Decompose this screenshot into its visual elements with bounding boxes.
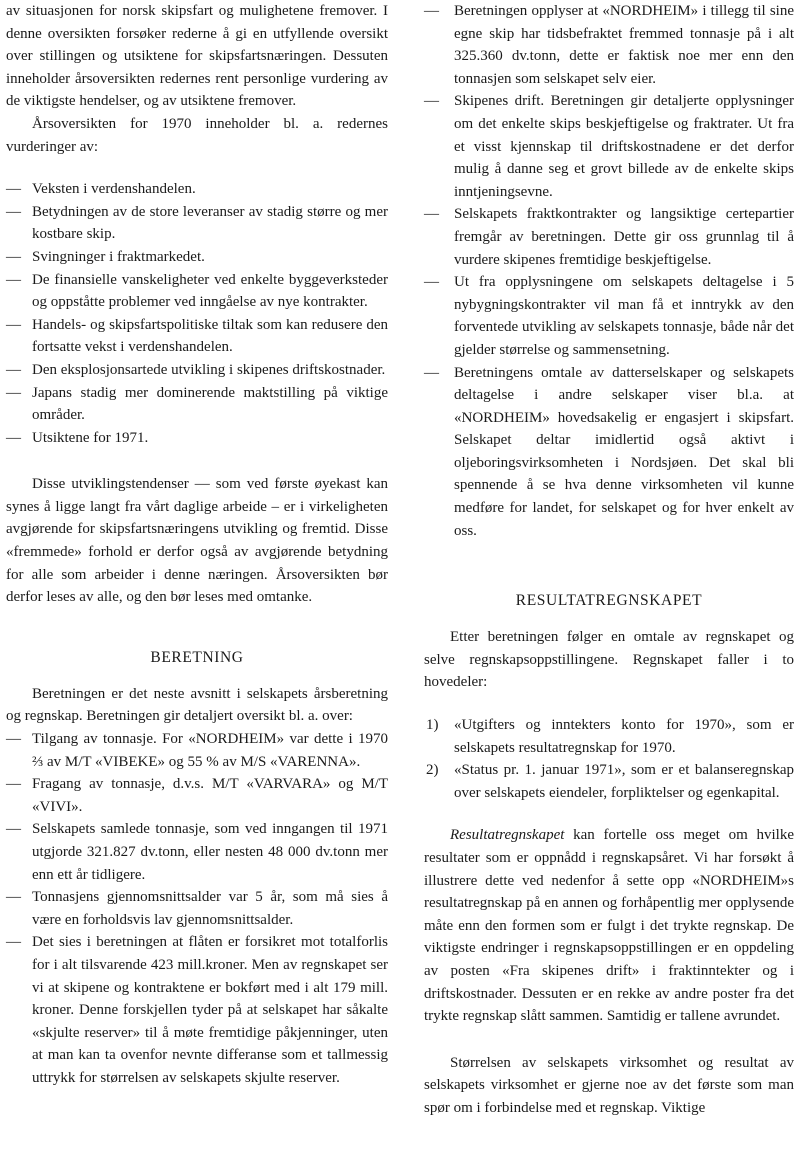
intro-paragraph: av situasjonen for norsk skipsfart og mulighetene fremover. I denne oversikten forsøker rederne å gi en utfyllende oversikt over stillingen og utsiktene for skipsfartsnæringen. Dessuten inneholder årsoversikten redernes rent personlige vurdering av de viktigste hendelser, og av utsiktene fremover. bbox=[6, 3, 388, 110]
resultat-paragraph: Etter beretningen følger en omtale av regnskapet og selve regnskapsoppstillingene. Regnskapet faller i to hovedeler: bbox=[424, 629, 794, 691]
list-item: — Fragang av tonnasje, d.v.s. M/T «VARVARA» og M/T «VIVI». bbox=[6, 773, 388, 818]
beretning-list bbox=[6, 728, 388, 1090]
list-item: — Selskapets samlede tonnasje, som ved inngangen til 1971 utgjorde 321.827 dv.tonn, eller nesten 48 000 dv.tonn mer enn ett år tidligere. bbox=[6, 818, 388, 886]
beretning-list-continued bbox=[424, 0, 794, 542]
numbered-list bbox=[424, 714, 794, 804]
list-marker: 2) bbox=[426, 762, 439, 779]
list-item: — Svingninger i fraktmarkedet. bbox=[6, 246, 388, 269]
resultat-detail-text: kan fortelle oss meget om hvilke resultater som er oppnådd i regnskapsåret. Vi har forsøkt å illustrere dette ved nedenfor å sette opp «NORDHEIM»s resultatregnskap på en annen og forhåpentlig mer opplysende måte enn den formen som er fulgt i det trykte regnskap. De viktigste endringer i regnskapsoppstillingen er en oppdeling av posten «Fra skipenes drift» i fraktinntekter og i driftskostnader. Dessuten er en rekke av andre poster fra det trykte regnskap slått sammen. Samtidig er tallene avrundet. bbox=[424, 827, 794, 1025]
emphasis-term: Resultatregnskapet bbox=[450, 827, 565, 844]
list-item: — Selskapets fraktkontrakter og langsiktige certepartier fremgår av beretningen. Dette gir oss grunnlag til å vurdere skipenes fremtidige beskjeftigelse. bbox=[424, 203, 794, 271]
resultat-detail-paragraph bbox=[424, 824, 794, 1027]
left-column bbox=[6, 0, 388, 1090]
list-item-text: «Status pr. 1. januar 1971», som er et balanseregnskap over selskapets eiendeler, forpliktelser og egenkapital. bbox=[454, 762, 794, 801]
section-heading-resultatregnskapet: RESULTATREGNSKAPET bbox=[515, 592, 703, 610]
list-item bbox=[424, 714, 794, 759]
trends-paragraph: Disse utviklingstendenser — som ved første øyekast kan synes å ligge langt fra vårt daglige arbeide – er i virkeligheten avgjørende for skipsfartsnæringens utvikling og fremtid. Disse «fremmede» forhold er derfor også av avgjørende betydning for alle som arbeider i denne næringen. Årsoversikten bør derfor leses av alle, og den bør leses med omtanke. bbox=[6, 476, 388, 606]
list-item: — Tilgang av tonnasje. For «NORDHEIM» var dette i 1970 ⅔ av M/T «VIBEKE» og 55 % av M/S «VARENNA». bbox=[6, 728, 388, 773]
list-item: — Veksten i verdenshandelen. bbox=[6, 178, 388, 201]
list-item: — Beretningen opplyser at «NORDHEIM» i tillegg til sine egne skip har tidsbefraktet fremmed tonnasje på i alt 325.360 dv.tonn, dette er faktisk noe mer enn den tonnasjen som selskapet selv eier. bbox=[424, 0, 794, 90]
list-item: — Den eksplosjonsartede utvikling i skipenes driftskostnader. bbox=[6, 359, 388, 382]
list-item: — De finansielle vanskeligheter ved enkelte byggeverksteder og oppståtte problemer ved inngåelse av nye kontrakter. bbox=[6, 269, 388, 314]
list-item: — Handels- og skipsfartspolitiske tiltak som kan redusere den fortsatte vekst i verdenshandelen. bbox=[6, 314, 388, 359]
list-item: — Tonnasjens gjennomsnittsalder var 5 år, som må sies å være en forholdsvis lav gjennomsnittsalder. bbox=[6, 886, 388, 931]
list-item: — Betydningen av de store leveranser av stadig større og mer kostbare skip. bbox=[6, 201, 388, 246]
list-item: — Japans stadig mer dominerende maktstilling på viktige områder. bbox=[6, 382, 388, 427]
intro-paragraph-2: Årsoversikten for 1970 inneholder bl. a. redernes vurderinger av: bbox=[6, 115, 388, 155]
list-item: — Ut fra opplysningene om selskapets deltagelse i 5 nybygningskontrakter vil man få et inntrykk av den forventede utvikling av selskapets tonnasje, både når det gjelder størrelse og sammensetning. bbox=[424, 271, 794, 361]
list-item-text: «Utgifters og inntekters konto for 1970», som er selskapets resultatregnskap for 1970. bbox=[454, 717, 794, 756]
beretning-paragraph: Beretningen er det neste avsnitt i selskapets årsberetning og regnskap. Beretningen gir detaljert oversikt bl. a. over: bbox=[6, 685, 388, 725]
list-item: — Utsiktene for 1971. bbox=[6, 427, 388, 450]
list-item: — Beretningens omtale av datterselskaper og selskapets deltagelse i andre selskaper viser bl.a. at «NORDHEIM» hovedsakelig er engasjert i skipsfart. Selskapet deltar imidlertid også aktivt i oljeboringsvirksomheten i Nordsjøen. Det skal bli spennende å se hva denne virksomheten vil kunne medføre for landet, for selskapet og for hver enkelt av oss. bbox=[424, 362, 794, 543]
list-item: — Det sies i beretningen at flåten er forsikret mot totalforlis for i alt tilsvarende 423 mill.kroner. Men av regnskapet ser vi at skipene og kontraktene er bokført med i alt 179 mill. kroner. Denne forskjellen tyder på at selskapet har såkalte «skjulte reserver» til å møte fremtidige påkjenninger, uten at man kan ta ovenfor nevnte differanse som et tallmessig uttrykk for størrelsen av selskapets skjulte reserver. bbox=[6, 931, 388, 1089]
section-heading-beretning: BERETNING bbox=[150, 648, 244, 666]
list-item bbox=[424, 759, 794, 804]
list-item: — Skipenes drift. Beretningen gir detaljerte opplysninger om det enkelte skips beskjeftigelse og fraktrater. Ut fra et visst kjennskap til driftskostnadene er det derfor mulig å danne seg et grovt billede av de enkelte skips inntjeningsevne. bbox=[424, 90, 794, 203]
final-paragraph: Størrelsen av selskapets virksomhet og resultat av selskapets virksomhet er gjerne noe av det første som man spør om i forbindelse med et regnskap. Viktige bbox=[424, 1054, 794, 1116]
yearly-review-list bbox=[6, 178, 388, 449]
list-marker: 1) bbox=[426, 717, 439, 734]
right-column bbox=[424, 0, 794, 1120]
